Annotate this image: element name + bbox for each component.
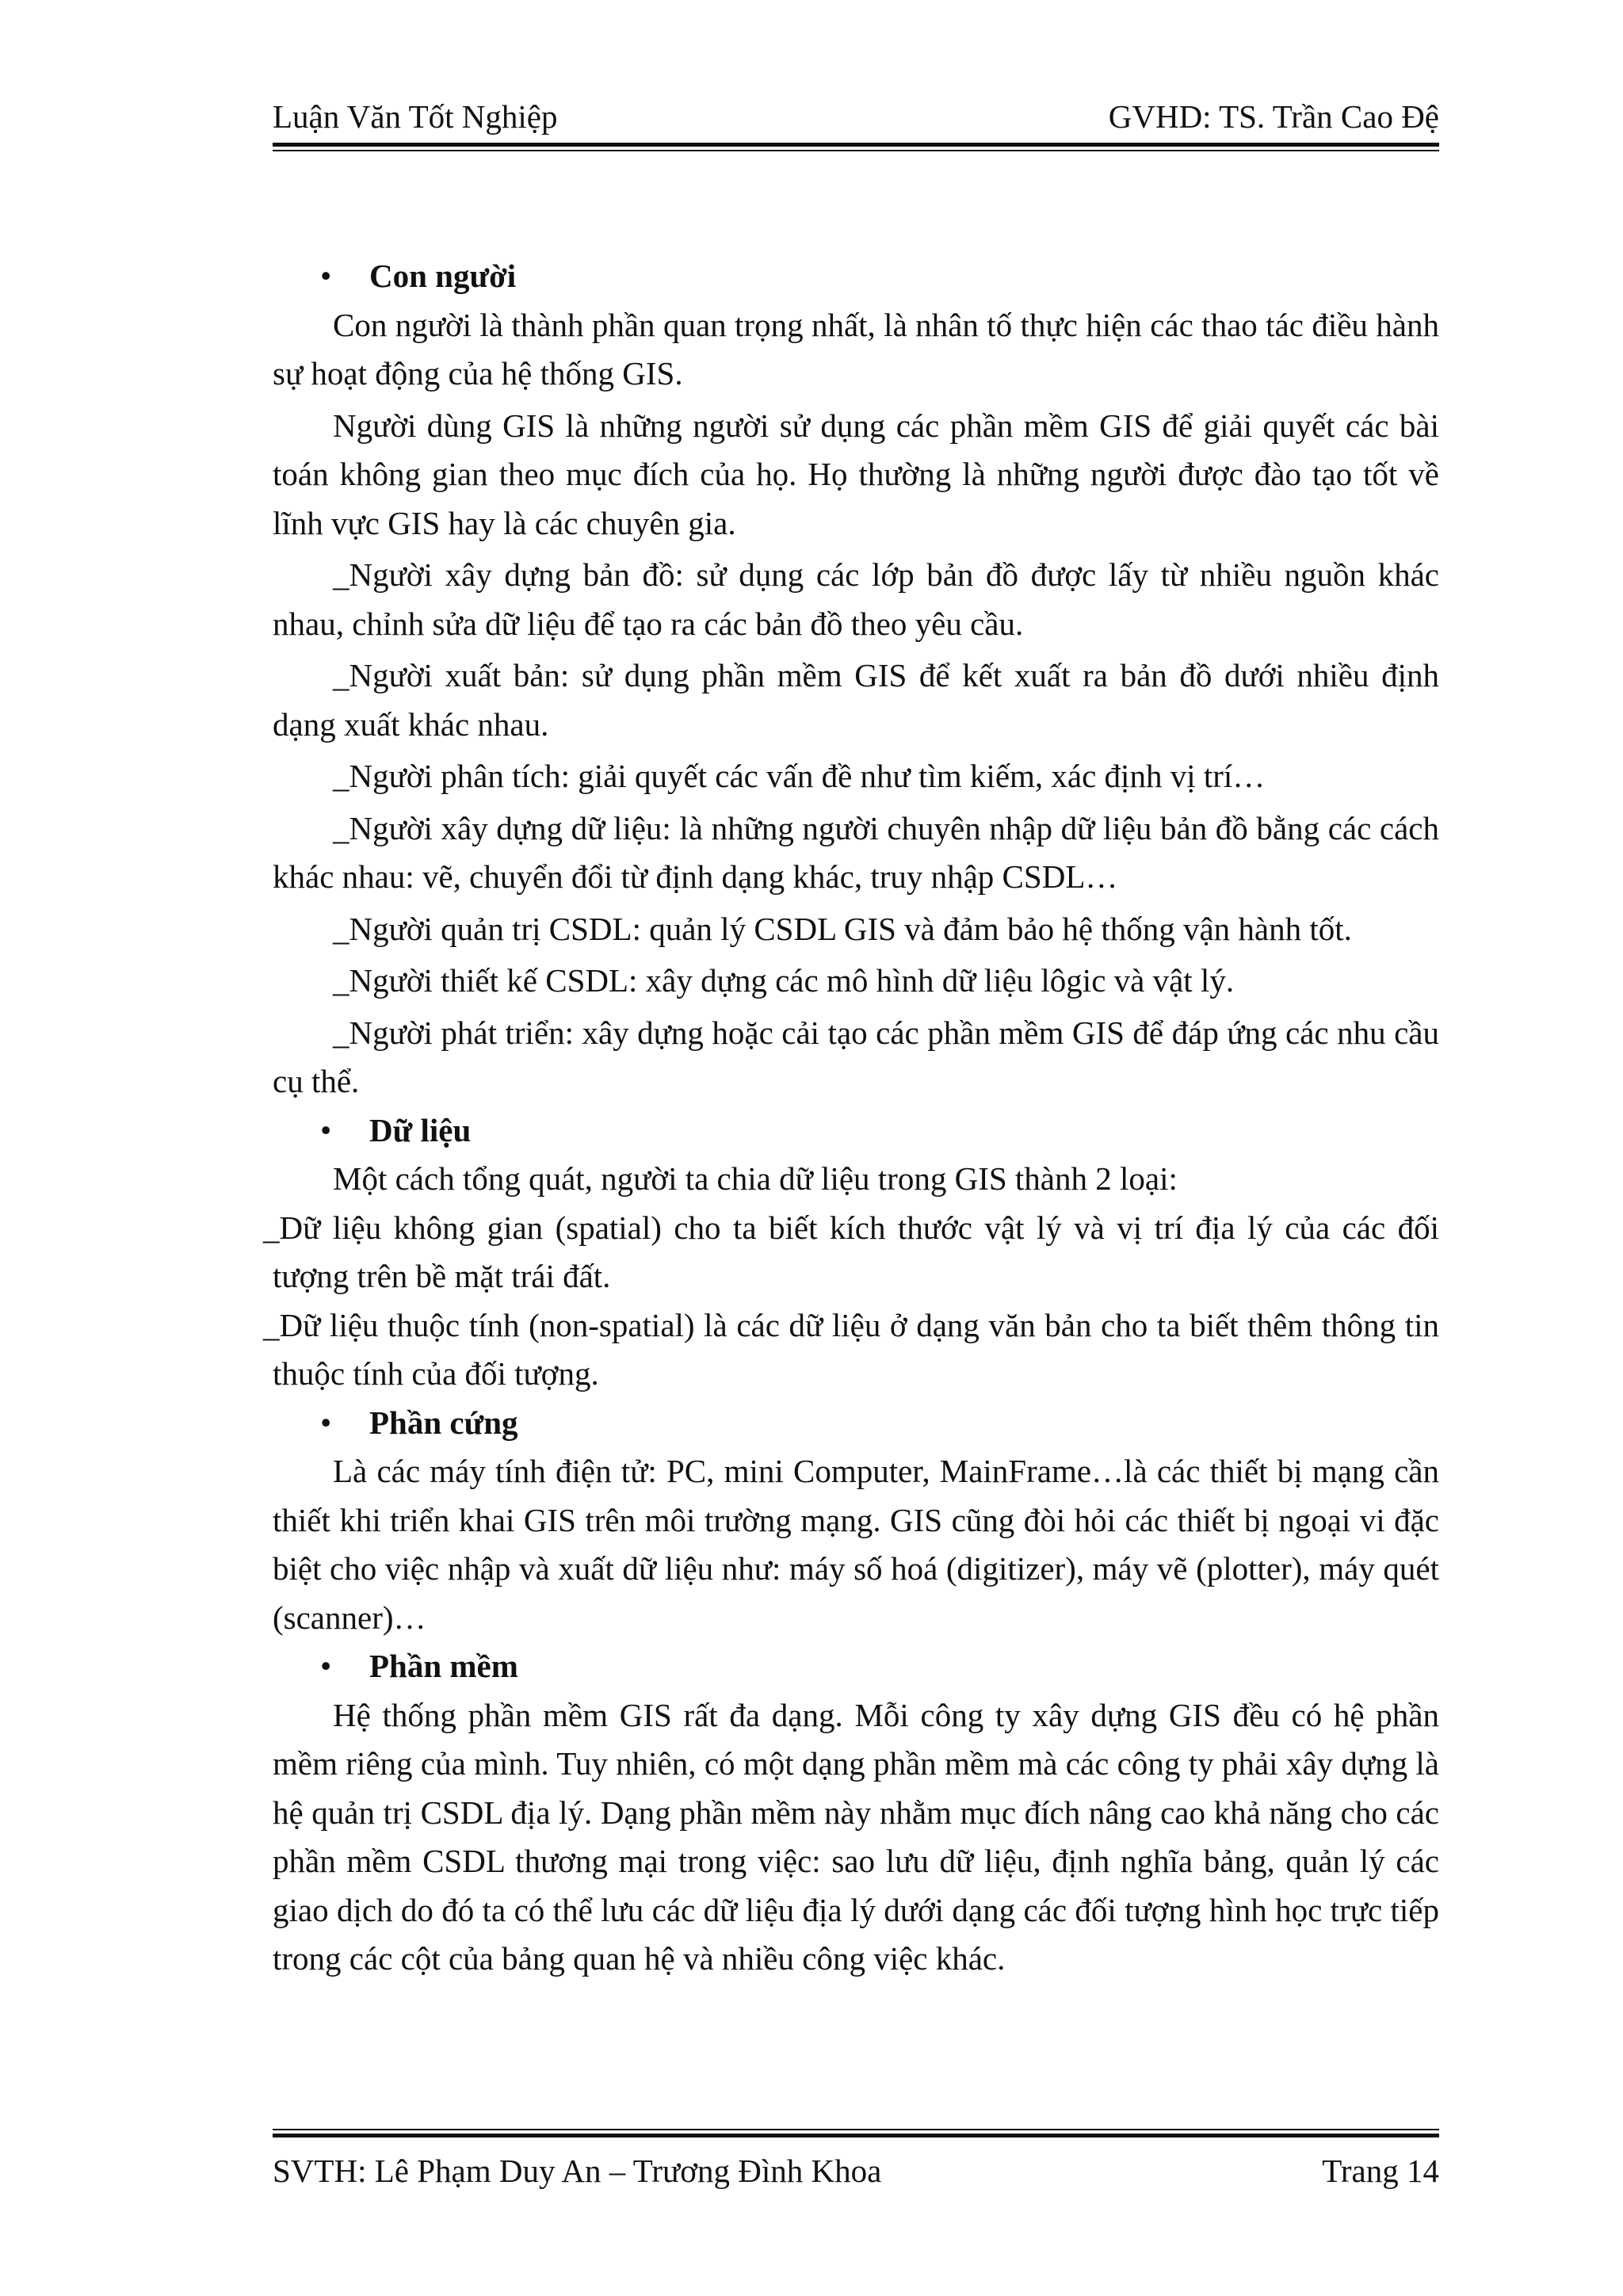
heading-text: Con người bbox=[369, 258, 517, 294]
header-rule bbox=[273, 143, 1439, 147]
header-title: Luận Văn Tốt Nghiệp bbox=[273, 98, 558, 135]
bullet-icon: • bbox=[320, 1111, 332, 1148]
page-number: Trang 14 bbox=[1322, 2153, 1439, 2189]
header-rule-thin bbox=[273, 150, 1439, 151]
paragraph: _Người thiết kế CSDL: xây dựng các mô hình dữ liệu lôgic và vật lý. bbox=[333, 962, 1235, 999]
section-heading-du-lieu bbox=[273, 1106, 1439, 1156]
bullet-icon: • bbox=[320, 1404, 332, 1441]
sub-paragraph: _Dữ liệu thuộc tính (non-spatial) là các dữ liệu ở dạng văn bản cho ta biết thêm thông tin thuộc tính của đối tượng. bbox=[263, 1306, 1439, 1392]
section-heading-phan-mem bbox=[273, 1642, 1439, 1691]
section-heading-phan-cung bbox=[273, 1399, 1439, 1448]
bullet-icon: • bbox=[320, 1648, 332, 1684]
paragraph: _Người xây dựng bản đồ: sử dụng các lớp bản đồ được lấy từ nhiều nguồn khác nhau, chỉnh sửa dữ liệu để tạo ra các bản đồ theo yêu cầu. bbox=[273, 556, 1439, 642]
header-advisor: GVHD: TS. Trần Cao Đệ bbox=[1108, 98, 1439, 135]
footer-rule bbox=[273, 2134, 1439, 2137]
heading-text: Dữ liệu bbox=[369, 1111, 472, 1148]
paragraph: _Người xây dựng dữ liệu: là những người chuyên nhập dữ liệu bản đồ bằng các cách khác nhau: vẽ, chuyển đổi từ định dạng khác, truy nhập CSDL… bbox=[273, 809, 1439, 895]
paragraph: _Người phát triển: xây dựng hoặc cải tạo các phần mềm GIS để đáp ứng các nhu cầu cụ thể. bbox=[273, 1014, 1439, 1099]
paragraph: _Người quản trị CSDL: quản lý CSDL GIS và đảm bảo hệ thống vận hành tốt. bbox=[333, 910, 1352, 947]
heading-text: Phần mềm bbox=[369, 1648, 518, 1684]
section-heading-con-nguoi bbox=[273, 252, 1439, 301]
footer-rule-thin bbox=[273, 2129, 1439, 2130]
sub-paragraph: _Dữ liệu không gian (spatial) cho ta biết kích thước vật lý và vị trí địa lý của các đối tượng trên bề mặt trái đất. bbox=[263, 1209, 1439, 1294]
paragraph: Một cách tổng quát, người ta chia dữ liệu trong GIS thành 2 loại: bbox=[333, 1160, 1178, 1197]
paragraph: Là các máy tính điện tử: PC, mini Computer, MainFrame…là các thiết bị mạng cần thiết khi triển khai GIS trên môi trường mạng. GIS cũng đòi hỏi các thiết bị ngoại vi đặc biệt cho việc nhập và xuất dữ liệu như: máy số hoá (digitizer), máy vẽ (plotter), máy quét (scanner)… bbox=[273, 1453, 1439, 1636]
paragraph: Hệ thống phần mềm GIS rất đa dạng. Mỗi công ty xây dựng GIS đều có hệ phần mềm riêng của mình. Tuy nhiên, có một dạng phần mềm mà các công ty phải xây dựng là hệ quản trị CSDL địa lý. Dạng phần mềm này nhằm mục đích nâng cao khả năng cho các phần mềm CSDL thương mại trong việc: sao lưu dữ liệu, định nghĩa bảng, quản lý các giao dịch do đó ta có thể lưu các dữ liệu địa lý dưới dạng các đối tượng hình học trực tiếp trong các cột của bảng quan hệ và nhiều công việc khác. bbox=[273, 1696, 1439, 1977]
page-body bbox=[263, 252, 1439, 1984]
paragraph: Người dùng GIS là những người sử dụng các phần mềm GIS để giải quyết các bài toán không gian theo mục đích của họ. Họ thường là những người được đào tạo tốt về lĩnh vực GIS hay là các chuyên gia. bbox=[273, 407, 1439, 541]
page-header bbox=[273, 97, 1439, 136]
paragraph: _Người phân tích: giải quyết các vấn đề như tìm kiếm, xác định vị trí… bbox=[333, 758, 1266, 794]
page-footer bbox=[273, 2151, 1439, 2191]
heading-text: Phần cứng bbox=[369, 1404, 518, 1441]
paragraph: Con người là thành phần quan trọng nhất, là nhân tố thực hiện các thao tác điều hành sự hoạt động của hệ thống GIS. bbox=[273, 306, 1439, 392]
bullet-icon: • bbox=[320, 258, 332, 294]
paragraph: _Người xuất bản: sử dụng phần mềm GIS để kết xuất ra bản đồ dưới nhiều định dạng xuất khác nhau. bbox=[273, 657, 1439, 743]
footer-authors: SVTH: Lê Phạm Duy An – Trương Đình Khoa bbox=[273, 2153, 882, 2189]
